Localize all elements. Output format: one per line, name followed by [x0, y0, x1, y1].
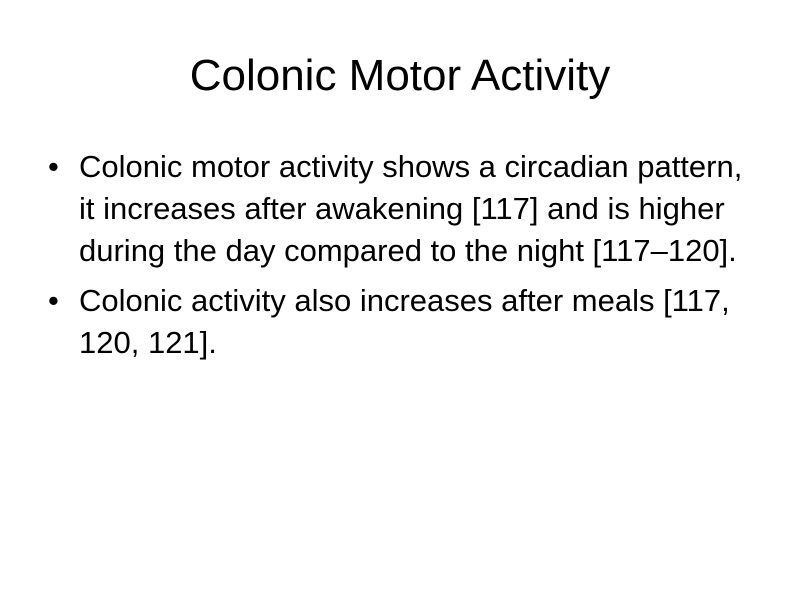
bullet-icon: • [48, 283, 59, 318]
bullet-text: Colonic motor activity shows a circadian pattern, it increases after awakening [117] and is higher during the day compared to the night [117–120]. [79, 149, 743, 268]
bullet-item [48, 280, 758, 364]
slide-title: Colonic Motor Activity [189, 51, 611, 100]
bullet-item [48, 146, 758, 272]
bullet-icon: • [48, 149, 59, 184]
bullet-list [48, 146, 758, 372]
bullet-text: Colonic activity also increases after meals [117, 120, 121]. [79, 283, 730, 360]
